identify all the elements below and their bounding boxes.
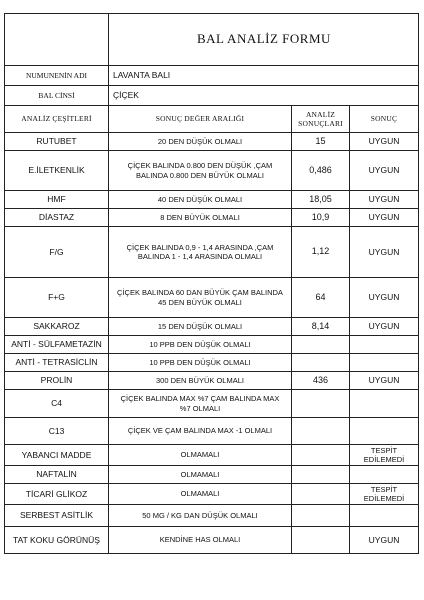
table-row <box>5 227 419 278</box>
analysis-name: TİCARİ GLİKOZ <box>5 484 109 505</box>
table-row <box>5 133 419 151</box>
value-range <box>109 418 292 445</box>
analysis-table <box>4 13 419 554</box>
value-range-line1: 50 MG / KG DAN DÜŞÜK OLMALI <box>142 510 258 520</box>
analysis-result <box>292 354 350 372</box>
value-range-line1: 8 DEN BÜYÜK OLMALI <box>160 212 240 222</box>
header-analysis-type: ANALİZ ÇEŞİTLERİ <box>5 106 109 133</box>
analysis-outcome: UYGUN <box>350 527 419 554</box>
analysis-result: 0,486 <box>292 151 350 191</box>
sample-name-value: LAVANTA BALI <box>109 66 419 86</box>
value-range-line1: ÇİÇEK BALINDA 0,9 - 1,4 ARASINDA ,ÇAM <box>126 242 274 252</box>
value-range <box>109 318 292 336</box>
analysis-outcome: UYGUN <box>350 372 419 390</box>
analysis-name: C13 <box>5 418 109 445</box>
table-row <box>5 390 419 418</box>
title-spacer-cell <box>5 14 109 66</box>
table-row <box>5 418 419 445</box>
value-range-line1: OLMAMALI <box>180 469 220 479</box>
analysis-result <box>292 418 350 445</box>
value-range-line1: 10 PPB DEN DÜŞÜK OLMALI <box>149 339 251 349</box>
value-range <box>109 209 292 227</box>
honey-type-label: BAL CİNSİ <box>5 86 109 106</box>
analysis-result: 436 <box>292 372 350 390</box>
header-results-line2: SONUÇLARI <box>298 119 343 128</box>
analysis-result: 64 <box>292 278 350 318</box>
analysis-result <box>292 466 350 484</box>
info-row-sample-name <box>5 66 419 86</box>
analysis-result <box>292 445 350 466</box>
value-range-line1: 10 PPB DEN DÜŞÜK OLMALI <box>149 357 251 367</box>
analysis-result <box>292 505 350 527</box>
table-row <box>5 484 419 505</box>
table-row <box>5 278 419 318</box>
analysis-result: 15 <box>292 133 350 151</box>
value-range-line1: 40 DEN DÜŞÜK OLMALI <box>157 194 243 204</box>
value-range-line1: ÇİÇEK BALINDA 0.800 DEN DÜŞÜK ,ÇAM <box>127 161 273 171</box>
value-range-line1: OLMAMALI <box>180 450 220 460</box>
analysis-result <box>292 484 350 505</box>
value-range <box>109 278 292 318</box>
header-value-range: SONUÇ DEĞER ARALIĞI <box>109 106 292 133</box>
analysis-outcome <box>350 354 419 372</box>
analysis-name: SERBEST ASİTLİK <box>5 505 109 527</box>
analysis-result: 1,12 <box>292 227 350 278</box>
analysis-result: 10,9 <box>292 209 350 227</box>
table-row <box>5 466 419 484</box>
table-row <box>5 191 419 209</box>
value-range-line1: KENDİNE HAS OLMALI <box>159 535 241 545</box>
title-row <box>5 14 419 66</box>
analysis-result: 18,05 <box>292 191 350 209</box>
analysis-name: F+G <box>5 278 109 318</box>
value-range-line1: ÇİÇEK VE ÇAM BALINDA MAX -1 OLMALI <box>127 426 273 436</box>
table-row <box>5 372 419 390</box>
table-row <box>5 505 419 527</box>
analysis-result <box>292 527 350 554</box>
value-range <box>109 227 292 278</box>
analysis-outcome: UYGUN <box>350 151 419 191</box>
analysis-outcome: TESPİT EDİLEMEDİ <box>350 484 419 505</box>
value-range <box>109 527 292 554</box>
header-analysis-results <box>292 106 350 133</box>
analysis-result: 8,14 <box>292 318 350 336</box>
analysis-name: HMF <box>5 191 109 209</box>
info-row-honey-type <box>5 86 419 106</box>
value-range <box>109 505 292 527</box>
value-range-line1: OLMAMALI <box>180 489 220 499</box>
table-row <box>5 354 419 372</box>
analysis-name: C4 <box>5 390 109 418</box>
value-range-line1: ÇİÇEK BALINDA 60 DAN BÜYÜK ÇAM BALINDA <box>117 288 283 298</box>
analysis-result <box>292 390 350 418</box>
value-range <box>109 151 292 191</box>
value-range-line1: 15 DEN DÜŞÜK OLMALI <box>157 321 243 331</box>
value-range-line1: ÇİÇEK BALINDA MAX %7 ÇAM BALINDA MAX <box>120 394 280 404</box>
analysis-outcome <box>350 505 419 527</box>
analysis-outcome: UYGUN <box>350 209 419 227</box>
page-title: BAL ANALİZ FORMU <box>109 14 419 66</box>
value-range <box>109 372 292 390</box>
value-range <box>109 484 292 505</box>
value-range <box>109 336 292 354</box>
analysis-outcome: UYGUN <box>350 133 419 151</box>
analysis-name: F/G <box>5 227 109 278</box>
table-row <box>5 151 419 191</box>
analysis-name: ANTİ - TETRASİCLİN <box>5 354 109 372</box>
analysis-outcome <box>350 390 419 418</box>
honey-type-value: ÇİÇEK <box>109 86 419 106</box>
value-range-line2: BALINDA 1 - 1,4 ARASINDA OLMALI <box>137 252 263 261</box>
analysis-outcome: TESPİT EDİLEMEDİ <box>350 445 419 466</box>
table-row <box>5 318 419 336</box>
analysis-outcome <box>350 418 419 445</box>
table-header-row <box>5 106 419 133</box>
value-range-line1: 300 DEN BÜYÜK OLMALI <box>156 375 244 385</box>
sample-name-label: NUMUNENİN ADI <box>5 66 109 86</box>
analysis-name: NAFTALİN <box>5 466 109 484</box>
analysis-outcome: UYGUN <box>350 191 419 209</box>
table-row <box>5 209 419 227</box>
value-range-line2: %7 OLMALI <box>179 403 221 413</box>
value-range <box>109 445 292 466</box>
analysis-name: TAT KOKU GÖRÜNÜŞ <box>5 527 109 554</box>
analysis-name: DİASTAZ <box>5 209 109 227</box>
analysis-result <box>292 336 350 354</box>
value-range <box>109 390 292 418</box>
analysis-name: E.İLETKENLİK <box>5 151 109 191</box>
analysis-outcome: UYGUN <box>350 278 419 318</box>
value-range <box>109 354 292 372</box>
value-range-line2: 45 DEN BÜYÜK OLMALI <box>158 297 242 307</box>
analysis-name: PROLİN <box>5 372 109 390</box>
table-row <box>5 527 419 554</box>
analysis-name: YABANCI MADDE <box>5 445 109 466</box>
analysis-name: SAKKAROZ <box>5 318 109 336</box>
analysis-outcome: UYGUN <box>350 227 419 278</box>
value-range <box>109 191 292 209</box>
table-row <box>5 336 419 354</box>
value-range-line1: 20 DEN DÜŞÜK OLMALI <box>157 136 243 146</box>
header-outcome: SONUÇ <box>350 106 419 133</box>
table-row <box>5 445 419 466</box>
analysis-outcome <box>350 466 419 484</box>
analysis-outcome: UYGUN <box>350 318 419 336</box>
analysis-outcome <box>350 336 419 354</box>
header-results-line1: ANALİZ <box>305 109 336 119</box>
value-range-line2: BALINDA 0.800 DEN BÜYÜK OLMALI <box>136 170 264 180</box>
value-range <box>109 133 292 151</box>
value-range <box>109 466 292 484</box>
analysis-name: ANTİ - SÜLFAMETAZİN <box>5 336 109 354</box>
analysis-name: RUTUBET <box>5 133 109 151</box>
